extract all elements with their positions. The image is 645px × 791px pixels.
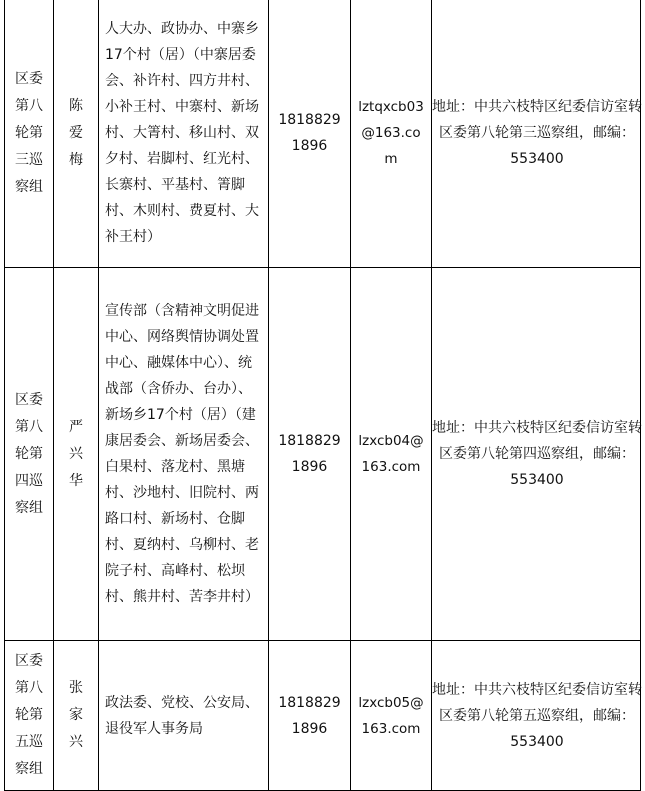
- group-cell: [5, 641, 54, 791]
- leader-cell: [54, 268, 99, 641]
- leader-cell: [54, 641, 99, 791]
- email-cell: [351, 641, 432, 791]
- phone-number: 18188291896: [278, 694, 341, 737]
- email-cell: [351, 268, 432, 641]
- leader-cell: [54, 0, 99, 268]
- scope-cell: [99, 641, 269, 791]
- address-cell: [432, 641, 641, 791]
- phone-cell: [269, 641, 351, 791]
- postal-address: 地址：中共六枝特区纪委信访室转区委第八轮第四巡察组，邮编：553400: [432, 420, 642, 488]
- table-row: [5, 268, 641, 641]
- phone-cell: [269, 0, 351, 268]
- postal-address: 地址：中共六枝特区纪委信访室转区委第八轮第三巡察组，邮编：553400: [432, 99, 642, 167]
- phone-number: 18188291896: [278, 433, 341, 475]
- group-name: 区委第八轮第三巡察组: [15, 70, 43, 195]
- scope-text: 政法委、党校、公安局、退役军人事务局: [105, 694, 259, 737]
- group-cell: [5, 0, 54, 268]
- leader-name: 陈爱梅: [69, 97, 83, 168]
- email-cell: [351, 0, 432, 268]
- group-name: 区委第八轮第四巡察组: [15, 391, 43, 516]
- inspection-contact-table: [4, 0, 641, 791]
- scope-cell: [99, 0, 269, 268]
- group-name: 区委第八轮第五巡察组: [15, 653, 43, 777]
- address-cell: [432, 268, 641, 641]
- leader-name: 张家兴: [69, 680, 83, 750]
- leader-name: 严兴华: [69, 418, 83, 489]
- address-cell: [432, 0, 641, 268]
- scope-text: 人大办、政协办、中寨乡17个村（居）（中寨居委会、补许村、四方井村、小补王村、中寨村、新场村、大箐村、移山村、双夕村、岩脚村、红光村、长寨村、平基村、箐脚村、木则村、费夏村、大补王村）: [105, 21, 259, 245]
- scope-cell: [99, 268, 269, 641]
- email-address: lztqxcb03@163.com: [358, 99, 424, 167]
- group-cell: [5, 268, 54, 641]
- scope-text: 宣传部（含精神文明促进中心、网络舆情协调处置中心、融媒体中心）、统战部（含侨办、台办）、新场乡17个村（居）（建康居委会、新场居委会、白果村、落龙村、黑塘村、沙地村、旧院村、两路口村、新场村、仓脚村、夏纳村、乌柳村、老院子村、高峰村、松坝村、熊井村、苦李井村）: [105, 303, 259, 605]
- table-row: [5, 641, 641, 791]
- email-address: lzxcb04@163.com: [358, 433, 424, 475]
- email-address: lzxcb05@163.com: [358, 694, 424, 737]
- phone-cell: [269, 268, 351, 641]
- phone-number: 18188291896: [278, 112, 341, 154]
- table-row: [5, 0, 641, 268]
- postal-address: 地址：中共六枝特区纪委信访室转区委第八轮第五巡察组，邮编：553400: [432, 681, 642, 750]
